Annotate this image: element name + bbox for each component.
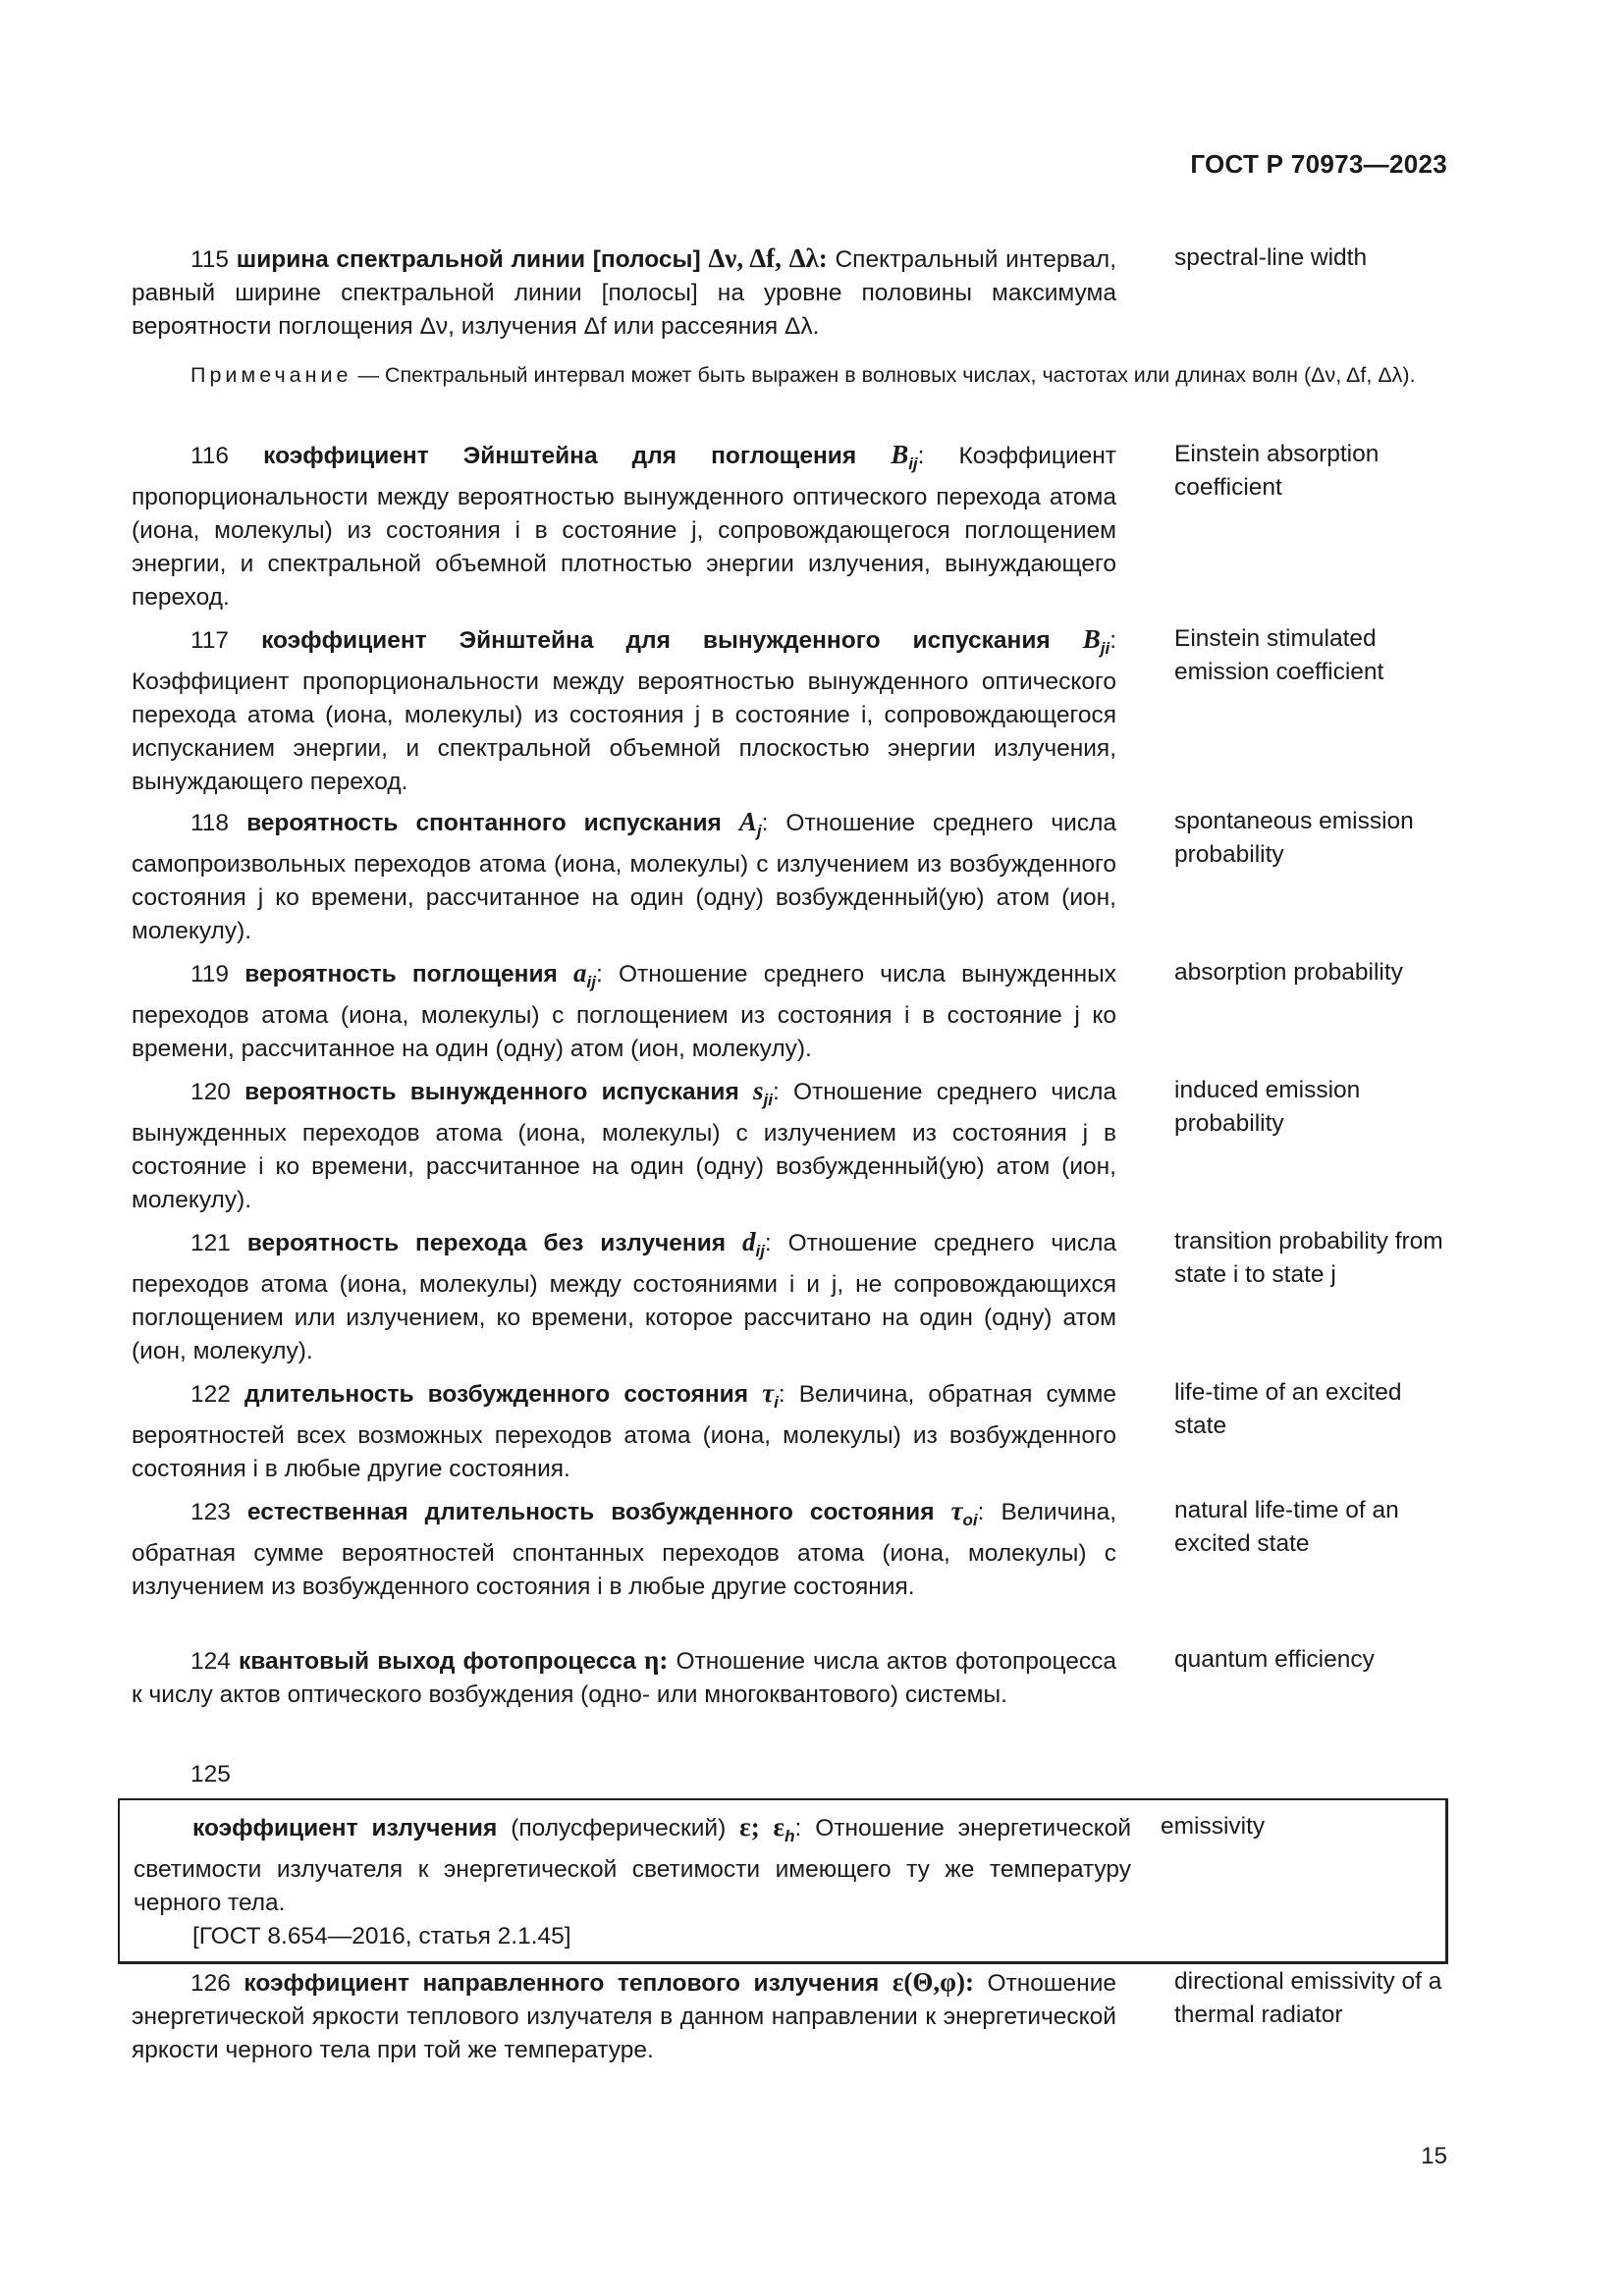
term-definition: : Отношение среднего числа вынужденных переходов атома (иона, молекулы) с поглощением из состояния i в состояние j ко времени, рассчитанное на один (одну) атом (ион, молекулу). — [132, 961, 1117, 1062]
term-number: 125 — [190, 1761, 231, 1788]
term-en: emissivity — [1161, 1813, 1266, 1840]
term-symbol: a — [573, 958, 587, 988]
term-symbol: d — [741, 1227, 756, 1256]
term-ru — [134, 1810, 1131, 1953]
term-ru — [132, 438, 1116, 614]
term-ru — [132, 1225, 1116, 1368]
term-en: quantum efficiency — [1174, 1646, 1375, 1673]
term-name: коэффициент излучения — [192, 1815, 498, 1842]
term-subscript: ji — [1100, 638, 1110, 658]
term-en: Einstein absorption coefficient — [1174, 441, 1380, 501]
term-entry — [132, 1494, 1449, 1604]
term-number: 122 — [190, 1381, 231, 1408]
note-label: Примечание — [190, 363, 352, 387]
term-entry — [132, 956, 1449, 1066]
term-number: 116 — [190, 443, 230, 469]
term-entry — [132, 622, 1449, 799]
term-definition: : Отношение энергетической светимости излучателя к энергетической светимости имеющего ту же температуру черного тела. — [134, 1815, 1132, 1916]
term-number: 120 — [190, 1079, 231, 1105]
term-definition: : Отношение среднего числа самопроизвольных переходов атома (иона, молекулы) с излучением из возбужденного состояния j ко времени, рассчитанное на один (одну) возбужденный(ую) атом (ион, молекулу). — [132, 810, 1116, 944]
term-entry — [132, 1074, 1449, 1217]
term-en: spectral-line width — [1174, 244, 1368, 271]
term-name: коэффициент Эйнштейна для вынужденного испускания — [261, 627, 1051, 654]
term-symbol: ε(Θ,φ): — [892, 1967, 974, 1997]
term-subscript: h — [785, 1826, 795, 1845]
term-definition: : Коэффициент пропорциональности между вероятностью вынужденного оптического перехода атома (иона, молекулы) из состояния i в состояние j, сопровождающегося поглощением энергии, и спектральной объемной плотностью энергии излучения, вынуждающего переход. — [132, 443, 1117, 611]
term-name: квантовый выход фотопроцесса — [239, 1648, 636, 1675]
term-entry — [132, 805, 1449, 948]
term-definition: Отношение энергетической яркости теплового излучателя в данном направлении к энергетической яркости черного тела при той же температуре. — [132, 1970, 1117, 2063]
term-number: 126 — [190, 1970, 231, 1997]
term-subscript: oi — [962, 1510, 978, 1529]
term-en: natural life-time of an excited state — [1174, 1497, 1399, 1557]
term-name: ширина спектральной линии [полосы] — [236, 246, 701, 273]
term-symbol: τ — [762, 1378, 775, 1408]
term-name: коэффициент Эйнштейна для поглощения — [263, 443, 857, 469]
term-definition: : Величина, обратная сумме вероятностей всех возможных переходов атома (иона, молекулы) из возбужденного состояния i в любые другие состояния. — [132, 1381, 1116, 1482]
boxed-term-entry — [118, 1798, 1448, 1964]
term-symbol: η: — [644, 1645, 669, 1675]
term-symbol: B — [891, 440, 909, 469]
term-ru — [132, 241, 1116, 344]
term-definition: Отношение числа актов фотопроцесса к числу актов оптического возбуждения (одно- или многоквантового) системы. — [132, 1648, 1116, 1708]
term-en: directional emissivity of a thermal radiator — [1174, 1968, 1442, 2028]
term-name: вероятность перехода без излучения — [246, 1230, 727, 1256]
document-code: ГОСТ Р 70973—2023 — [1190, 149, 1447, 179]
term-symbol: A — [738, 807, 757, 836]
term-ru — [132, 1376, 1116, 1486]
term-subscript: ij — [755, 1241, 765, 1260]
term-definition: : Величина, обратная сумме вероятностей спонтанных переходов атома (иона, молекулы) с излучением из возбужденного состояния i в любые другие состояния. — [132, 1499, 1117, 1600]
term-symbol: Δν, Δf, Δλ: — [708, 243, 828, 273]
term-number: 115 — [190, 246, 230, 273]
term-en: Einstein stimulated emission coefficient — [1174, 625, 1384, 685]
term-entry — [132, 1965, 1449, 2067]
term-number: 121 — [190, 1230, 231, 1256]
term-en: transition probability from state i to state j — [1174, 1228, 1443, 1288]
term-qualifier: (полусферический) — [511, 1815, 727, 1842]
term-ru — [132, 1965, 1116, 2067]
term-number: 117 — [190, 627, 230, 654]
term-name: коэффициент направленного теплового излучения — [244, 1970, 880, 1997]
term-definition: Спектральный интервал, равный ширине спектральной линии [полосы] на уровне половины максимума вероятности поглощения Δν, излучения Δf или рассеяния Δλ. — [132, 246, 1117, 340]
term-ru — [132, 805, 1116, 948]
term-symbol: τ — [950, 1496, 963, 1525]
term-number: 119 — [190, 961, 230, 988]
term-entry — [132, 438, 1449, 614]
term-number: 124 — [190, 1648, 231, 1675]
term-reference: [ГОСТ 8.654—2016, статья 2.1.45] — [192, 1922, 571, 1949]
term-definition: : Отношение среднего числа вынужденных переходов атома (иона, молекулы) с излучением из состояния j в состояние i ко времени, рассчитанное на один (одну) возбужденный(ую) атом (ион, молекулу). — [132, 1079, 1117, 1213]
term-entry — [132, 1376, 1449, 1486]
term-name: длительность возбужденного состояния — [244, 1381, 749, 1408]
note-text: — Спектральный интервал может быть выражен в волновых числах, частотах или длинах волн (Δν, Δf, Δλ). — [357, 363, 1416, 387]
term-en: spontaneous emission probability — [1174, 808, 1414, 868]
term-subscript: ij — [908, 454, 918, 473]
term-symbol: s — [752, 1076, 764, 1105]
term-subscript: i — [774, 1392, 779, 1412]
term-name: вероятность спонтанного испускания — [246, 810, 722, 836]
term-definition: : Отношение среднего числа переходов атома (иона, молекулы) между состояниями i и j, не сопровождающихся поглощением или излучением, ко времени, которое рассчитано на один (одну) атом (ион, молекулу). — [132, 1230, 1116, 1364]
page-number: 15 — [1421, 2143, 1447, 2169]
term-ru — [132, 956, 1116, 1066]
term-ru — [132, 1074, 1116, 1217]
term-symbol: ε; ε — [739, 1812, 785, 1842]
term-en: induced emission probability — [1174, 1077, 1361, 1137]
term-number: 123 — [190, 1499, 231, 1525]
term-ru — [132, 1643, 1116, 1712]
term-en: absorption probability — [1174, 959, 1403, 986]
note — [132, 359, 1449, 391]
term-name: вероятность вынужденного испускания — [244, 1079, 739, 1105]
term-entry — [132, 1643, 1449, 1712]
term-ru — [132, 622, 1116, 799]
term-subscript: j — [756, 821, 762, 840]
term-entry — [132, 1225, 1449, 1368]
term-subscript: ji — [763, 1090, 773, 1109]
term-number: 118 — [190, 810, 230, 836]
term-ru — [132, 1494, 1116, 1604]
term-definition: : Коэффициент пропорциональности между вероятностью вынужденного оптического перехода атома (иона, молекулы) из состояния j в состояние i, сопровождающегося испусканием энергии, и спектральной объемной плоскостью энергии излучения, вынуждающего переход. — [132, 627, 1116, 795]
term-name: вероятность поглощения — [244, 961, 558, 988]
term-en: life-time of an excited state — [1174, 1379, 1402, 1439]
term-entry — [132, 241, 1449, 344]
term-name: естественная длительность возбужденного состояния — [246, 1499, 935, 1525]
term-symbol: B — [1082, 624, 1101, 654]
term-subscript: ij — [586, 972, 596, 991]
